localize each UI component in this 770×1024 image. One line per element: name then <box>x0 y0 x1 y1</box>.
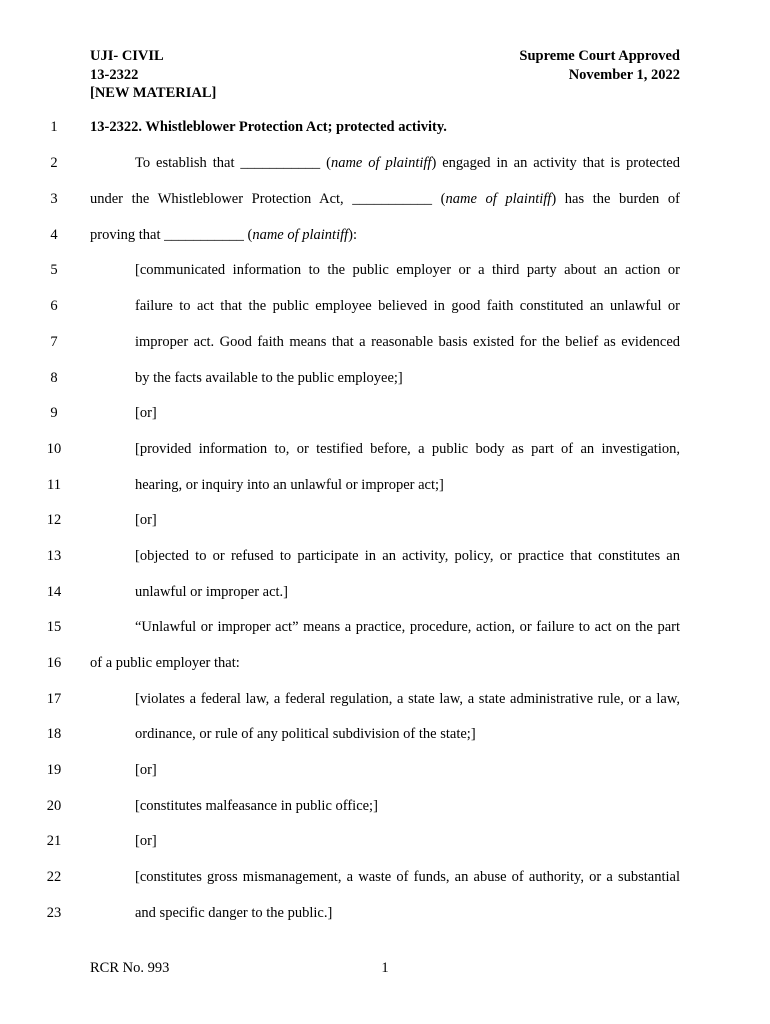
header-left <box>90 47 216 103</box>
line-number: 10 <box>46 441 62 457</box>
line-row <box>0 582 770 602</box>
line-number: 13 <box>46 548 62 564</box>
line-text: hearing, or inquiry into an unlawful or improper act;] <box>135 477 444 493</box>
line-text: failure to act that the public employee believed in good faith constituted an unlawful or <box>135 298 680 314</box>
line-row <box>0 689 770 709</box>
line-number: 5 <box>50 262 58 278</box>
line-text: [violates a federal law, a federal regulation, a state law, a state administrative rule, or a law, <box>135 691 680 707</box>
line-row <box>0 903 770 923</box>
plaintiff-placeholder: name of plaintiff <box>330 155 432 171</box>
line-number: 21 <box>46 833 62 849</box>
line-row <box>0 296 770 316</box>
instruction-title: 13-2322. Whistleblower Protection Act; protected activity. <box>90 119 447 135</box>
line-number: 3 <box>50 191 58 207</box>
line-row <box>0 439 770 459</box>
text-segment: ) has the burden of <box>551 191 680 207</box>
plaintiff-placeholder: name of plaintiff <box>445 191 552 207</box>
line-row <box>0 617 770 637</box>
line-number: 20 <box>46 798 62 814</box>
line-number: 23 <box>46 905 62 921</box>
header-category: UJI- CIVIL <box>90 48 164 64</box>
line-row <box>0 796 770 816</box>
line-text: [or] <box>135 833 157 849</box>
line-number: 4 <box>50 227 58 243</box>
line-row <box>0 510 770 530</box>
text-segment: ) engaged in an activity that is protected <box>431 155 680 171</box>
line-text <box>90 153 680 173</box>
line-number: 7 <box>50 334 58 350</box>
line-text: [constitutes gross mismanagement, a waste of funds, an abuse of authority, or a substantial <box>135 869 680 885</box>
text-segment: under the Whistleblower Protection Act, ___________ ( <box>90 191 446 207</box>
text-segment: ): <box>348 227 358 243</box>
line-row <box>0 153 770 173</box>
line-number: 14 <box>46 584 62 600</box>
line-row <box>0 867 770 887</box>
line-text: [communicated information to the public employer or a third party about an action or <box>135 262 680 278</box>
line-row <box>0 760 770 780</box>
line-row <box>0 225 770 245</box>
line-row <box>0 260 770 280</box>
line-text: and specific danger to the public.] <box>135 905 333 921</box>
line-text: [provided information to, or testified before, a public body as part of an investigation, <box>135 441 680 457</box>
line-text: [objected to or refused to participate in an activity, policy, or practice that constitutes an <box>135 548 680 564</box>
line-text <box>90 225 680 245</box>
header-number: 13-2322 <box>90 66 139 83</box>
line-number: 18 <box>46 726 62 742</box>
line-row <box>0 831 770 851</box>
line-text <box>90 189 680 209</box>
line-text: improper act. Good faith means that a reasonable basis existed for the belief as evidenced <box>135 334 680 350</box>
line-row <box>0 653 770 673</box>
line-text: [or] <box>135 405 157 421</box>
line-row <box>0 546 770 566</box>
line-number: 8 <box>50 370 58 386</box>
header-date: November 1, 2022 <box>568 66 680 83</box>
line-row <box>0 332 770 352</box>
line-text: by the facts available to the public employee;] <box>135 370 403 386</box>
text-segment: proving that ___________ ( <box>90 227 253 243</box>
plaintiff-placeholder: name of plaintiff <box>252 227 349 243</box>
line-number: 22 <box>46 869 62 885</box>
line-number: 16 <box>46 655 62 671</box>
text-segment: To establish that ___________ ( <box>135 155 331 171</box>
line-text: “Unlawful or improper act” means a practice, procedure, action, or failure to act on the part <box>135 619 680 635</box>
line-number: 12 <box>46 512 62 528</box>
line-text: [or] <box>135 762 157 778</box>
line-text: of a public employer that: <box>90 655 240 671</box>
header-approval: Supreme Court Approved <box>519 48 680 64</box>
line-number: 17 <box>46 691 62 707</box>
page-number: 1 <box>381 960 389 976</box>
line-row <box>0 403 770 423</box>
line-text: unlawful or improper act.] <box>135 584 289 600</box>
header-status: [NEW MATERIAL] <box>90 85 217 101</box>
rcr-number: RCR No. 993 <box>90 960 170 976</box>
line-row <box>0 724 770 744</box>
line-number: 9 <box>50 405 58 421</box>
line-row <box>0 475 770 495</box>
line-number: 6 <box>50 298 58 314</box>
line-row <box>0 189 770 209</box>
line-number: 19 <box>46 762 62 778</box>
line-text: [constitutes malfeasance in public office;] <box>135 798 378 814</box>
line-number: 11 <box>47 477 61 493</box>
header-right <box>519 47 680 84</box>
line-number: 1 <box>50 119 58 135</box>
line-row <box>0 368 770 388</box>
line-text: [or] <box>135 512 157 528</box>
line-number: 2 <box>50 155 58 171</box>
line-number: 15 <box>46 619 62 635</box>
line-row <box>0 117 770 137</box>
line-text: ordinance, or rule of any political subdivision of the state;] <box>135 726 476 742</box>
